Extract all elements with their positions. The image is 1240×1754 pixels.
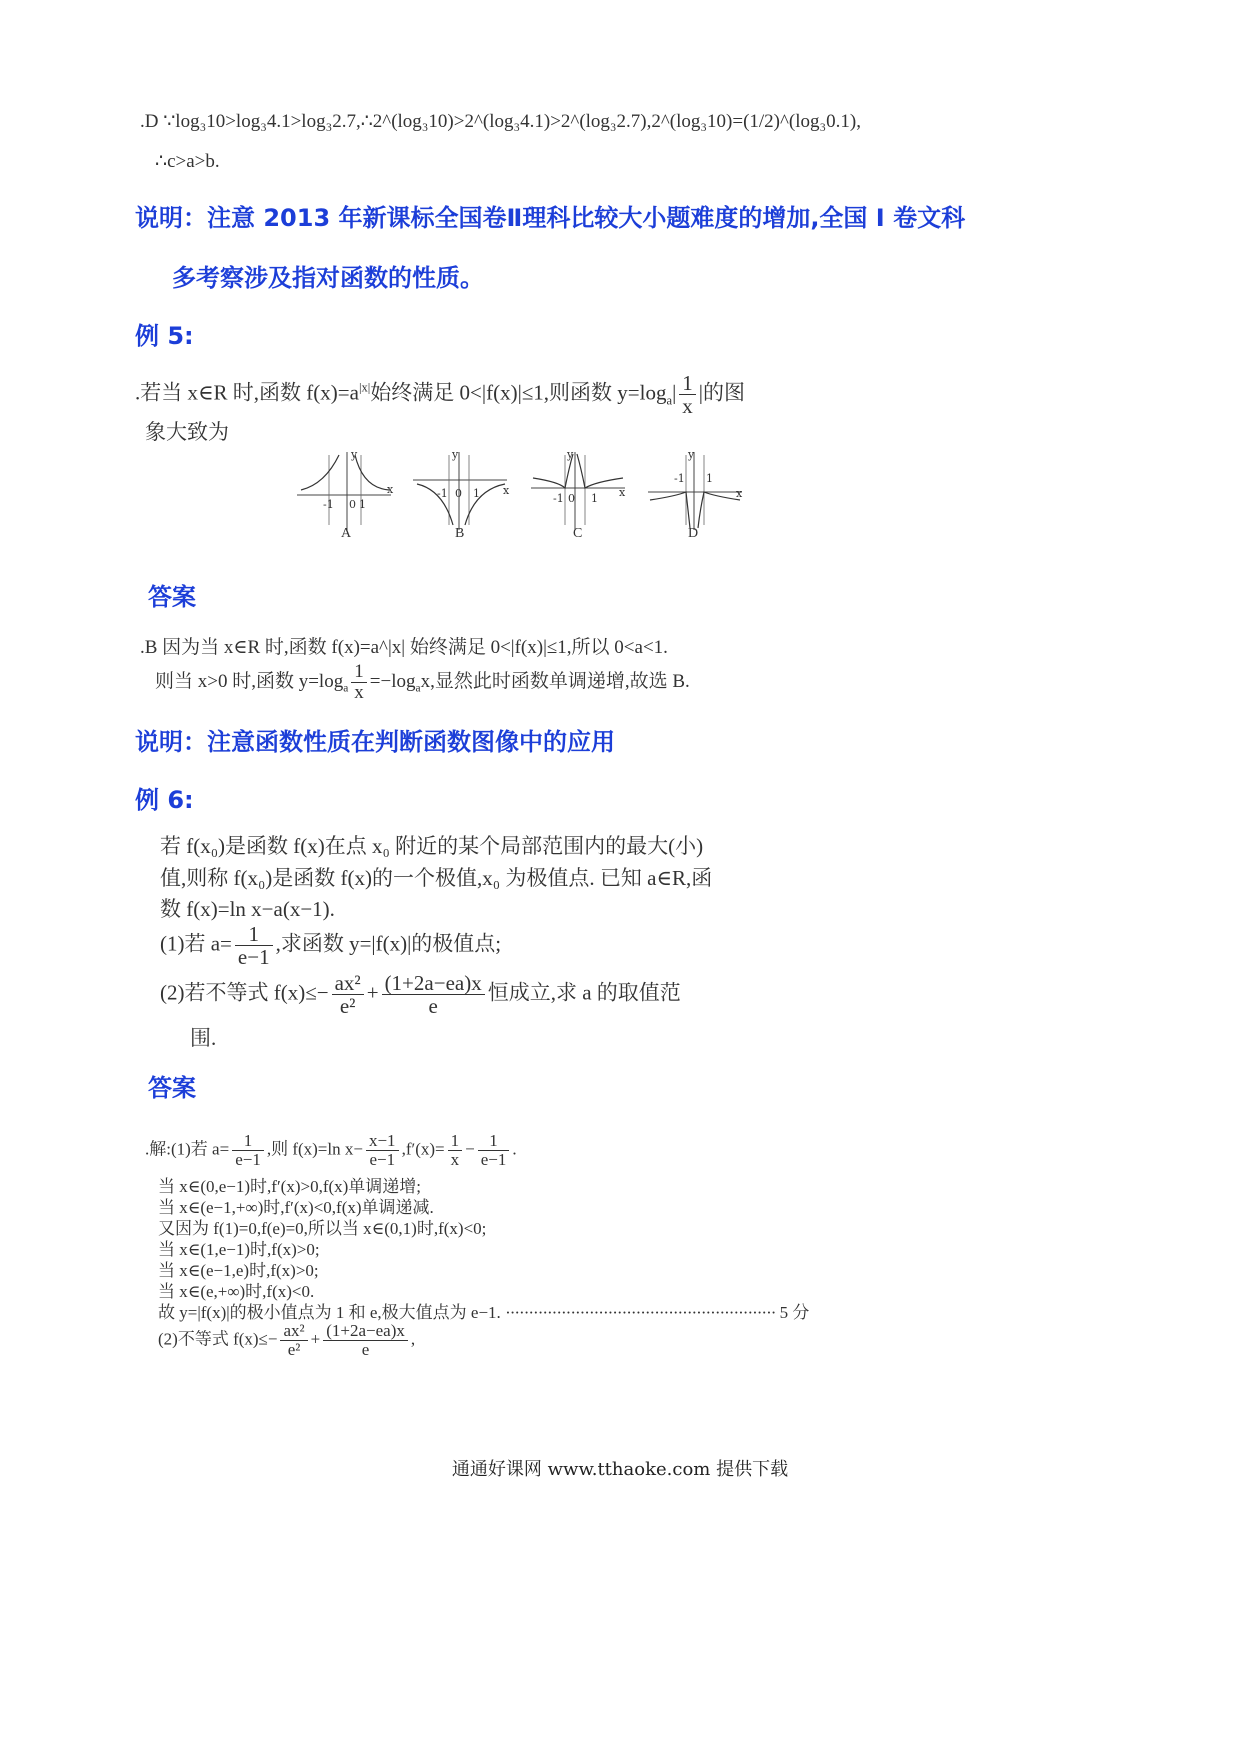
graph-option-b — [411, 450, 511, 544]
answer6-line5: 当 x∈(1,e−1)时,f(x)>0; — [158, 1240, 320, 1259]
q2-text-b: 恒成立,求 a 的取值范 — [487, 980, 681, 1005]
note1-line2: 多考察涉及指对函数的性质。 — [172, 264, 484, 292]
q1-frac-den: e−1 — [237, 945, 270, 970]
example5-title: 例 5: — [135, 322, 194, 350]
answer6-line4: 又因为 f(1)=0,f(e)=0,所以当 x∈(0,1)时,f(x)<0; — [158, 1219, 487, 1238]
a5-text-c: x,显然此时函数单调递增,故选 B. — [420, 670, 690, 692]
a6-l9-f1d: e² — [287, 1339, 301, 1359]
graph-c-tick-1: 1 — [591, 492, 598, 505]
answer6-line9 — [158, 1322, 415, 1359]
graph-b-tick-neg1: -1 — [437, 487, 448, 500]
example6-title: 例 6: — [135, 786, 194, 814]
a5-text-b: =−log — [369, 670, 416, 692]
graph-b-y-label: y — [452, 448, 459, 461]
prev-answer-line1 — [140, 110, 861, 133]
graph-a-tick-neg1: -1 — [323, 498, 334, 511]
a6-l9-plus: + — [310, 1329, 321, 1349]
a6-l9-f2d: e — [361, 1339, 370, 1359]
q1-frac-num: 1 — [235, 923, 273, 946]
a6-l9-frac1 — [280, 1322, 307, 1359]
a5-frac-den: x — [354, 681, 364, 703]
answer6-line1 — [145, 1132, 517, 1169]
a6-l1-f1n: 1 — [232, 1132, 264, 1151]
a6-l1-f4d: e−1 — [480, 1149, 507, 1169]
q5-frac-den: x — [682, 394, 693, 419]
graph-option-a — [295, 450, 395, 544]
note2: 说明：注意函数性质在判断函数图像中的应用 — [135, 728, 615, 756]
a6-l1-f2d: e−1 — [369, 1149, 396, 1169]
q5-sup: |x| — [358, 380, 371, 395]
answer6-line3: 当 x∈(e−1,+∞)时,f′(x)<0,f(x)单调递减. — [158, 1198, 434, 1217]
graph-d-label: D — [688, 526, 699, 541]
answer5-line1: .B 因为当 x∈R 时,函数 f(x)=a^|x| 始终满足 0<|f(x)|≤1,所以 0<a<1. — [140, 637, 668, 658]
q5-text-b: 始终满足 0<|f(x)|≤1,则函数 y=log — [370, 380, 667, 405]
q2-plus: + — [366, 980, 379, 1005]
a6-l1-frac1 — [232, 1132, 264, 1169]
answer6-line7: 当 x∈(e,+∞)时,f(x)<0. — [158, 1282, 315, 1301]
a6-l1-frac2 — [366, 1132, 399, 1169]
a6-l8-score: 5 分 — [779, 1303, 810, 1322]
graph-c-x-label: x — [619, 486, 626, 499]
a6-l1-frac3 — [448, 1132, 463, 1169]
a6-l1-f1d: e−1 — [235, 1149, 261, 1169]
graph-a-tick-1: 1 — [359, 498, 366, 511]
graph-option-d — [646, 450, 746, 544]
graph-a-tick-0: 0 — [349, 498, 356, 511]
q5-frac — [679, 372, 696, 417]
example6-p2: 值,则称 f(x₀)是函数 f(x)的一个极值,x₀ 为极值点. 已知 a∈R,函 — [160, 866, 713, 890]
example6-p1: 若 f(x₀)是函数 f(x)在点 x₀ 附近的某个局部范围内的最大(小) — [160, 834, 704, 858]
prev-answer-line2: ∴c>a>b. — [155, 151, 220, 172]
a6-l8-dots: ·························································· — [505, 1303, 776, 1322]
graph-a-y-label: y — [351, 448, 358, 461]
a6-l9-f1n: ax² — [280, 1322, 307, 1341]
q5-text-a: .若当 x∈R 时,函数 f(x)=a — [135, 380, 359, 405]
graph-b-label: B — [455, 526, 465, 541]
example6-q2-cont: 围. — [190, 1026, 217, 1050]
q2-text-a: (2)若不等式 f(x)≤− — [160, 980, 329, 1005]
a5-frac-num: 1 — [351, 662, 367, 683]
graph-b-x-label: x — [503, 484, 510, 497]
graph-a-x-label: x — [387, 483, 394, 496]
a6-l9-b: , — [410, 1329, 416, 1349]
a6-l1-f3d: x — [450, 1149, 460, 1169]
a5-base2: a — [415, 682, 421, 695]
example6-p3: 数 f(x)=ln x−a(x−1). — [160, 897, 335, 921]
a6-l1-f4n: 1 — [478, 1132, 510, 1151]
q2-frac1 — [332, 972, 364, 1017]
answer5-line2 — [155, 662, 690, 703]
q2-frac2-den: e — [428, 994, 438, 1019]
graph-a-label: A — [341, 526, 352, 541]
prev-answer-text: .D ∵log₃10>log₃4.1>log₃2.7,∴2^(log₃10)>2^(log₃4.1)>2^(log₃2.7),2^(log₃10)=(1/2)^(log₃0.1), — [140, 111, 861, 132]
q5-frac-num: 1 — [679, 372, 696, 395]
q2-frac1-den: e² — [339, 994, 356, 1019]
example6-q1 — [160, 923, 501, 968]
q1-frac — [235, 923, 273, 968]
a6-l1-e: . — [512, 1139, 517, 1159]
answer6-line8 — [158, 1298, 809, 1323]
q5-log-base: a — [666, 393, 673, 408]
graph-b-tick-1: 1 — [473, 487, 480, 500]
a5-text-a: 则当 x>0 时,函数 y=log — [155, 670, 344, 692]
graph-c-y-label: y — [567, 448, 574, 461]
graph-c-tick-0: 0 — [568, 492, 575, 505]
graph-c-label: C — [573, 526, 583, 541]
graph-d-x-label: x — [736, 487, 743, 500]
page-footer: 通通好课网 www.tthaoke.com 提供下载 — [451, 1459, 789, 1480]
a6-l1-a: .解:(1)若 a= — [145, 1139, 230, 1159]
example6-q2 — [160, 972, 681, 1017]
example5-question-line1: .若当 x∈R 时,函数 $f(x)=a^{|x|}$始终满足 0<|f(x)|≤1,则函数 $y=\log_a|$ $\frac{1}{x}$ |的图 — [135, 371, 746, 419]
a5-frac — [351, 662, 367, 703]
q1-text-a: (1)若 a= — [160, 931, 232, 956]
a6-l1-frac4 — [478, 1132, 510, 1169]
graph-b-tick-0: 0 — [455, 487, 462, 500]
q2-frac1-num: ax² — [332, 972, 364, 995]
a6-l9-a: (2)不等式 f(x)≤− — [158, 1329, 278, 1349]
a6-l1-d: − — [465, 1139, 475, 1159]
a6-l1-f2n: x−1 — [366, 1132, 399, 1151]
graph-d-tick-1: 1 — [706, 472, 713, 485]
a6-l1-c: ,f′(x)= — [401, 1139, 445, 1159]
graph-c-tick-neg1: -1 — [553, 492, 564, 505]
answer6-heading: 答案 — [148, 1074, 196, 1102]
answer6-line2: 当 x∈(0,e−1)时,f′(x)>0,f(x)单调递增; — [158, 1177, 422, 1196]
q1-text-b: ,求函数 y=|f(x)|的极值点; — [275, 931, 502, 956]
answer6-line6: 当 x∈(e−1,e)时,f(x)>0; — [158, 1261, 319, 1280]
q5-text-c: 的图 — [703, 380, 746, 405]
a6-l9-frac2 — [323, 1322, 408, 1359]
note1-line1: 说明：注意 2013 年新课标全国卷Ⅱ理科比较大小题难度的增加,全国 I 卷文科 — [135, 204, 966, 232]
a5-base1: a — [343, 682, 349, 695]
graph-d-y-label: y — [688, 448, 695, 461]
example5-question-line2: 象大致为 — [145, 420, 229, 444]
graph-option-c — [529, 450, 629, 544]
a6-l8-text: 故 y=|f(x)|的极小值点为 1 和 e,极大值点为 e−1. — [158, 1303, 501, 1322]
a6-l1-f3n: 1 — [448, 1132, 463, 1151]
a6-l9-f2n: (1+2a−ea)x — [323, 1322, 408, 1341]
graph-d-tick-neg1: -1 — [674, 472, 685, 485]
a6-l1-b: ,则 f(x)=ln x− — [266, 1139, 363, 1159]
answer5-heading: 答案 — [148, 583, 196, 611]
q2-frac2 — [382, 972, 485, 1017]
q2-frac2-num: (1+2a−ea)x — [382, 972, 485, 995]
